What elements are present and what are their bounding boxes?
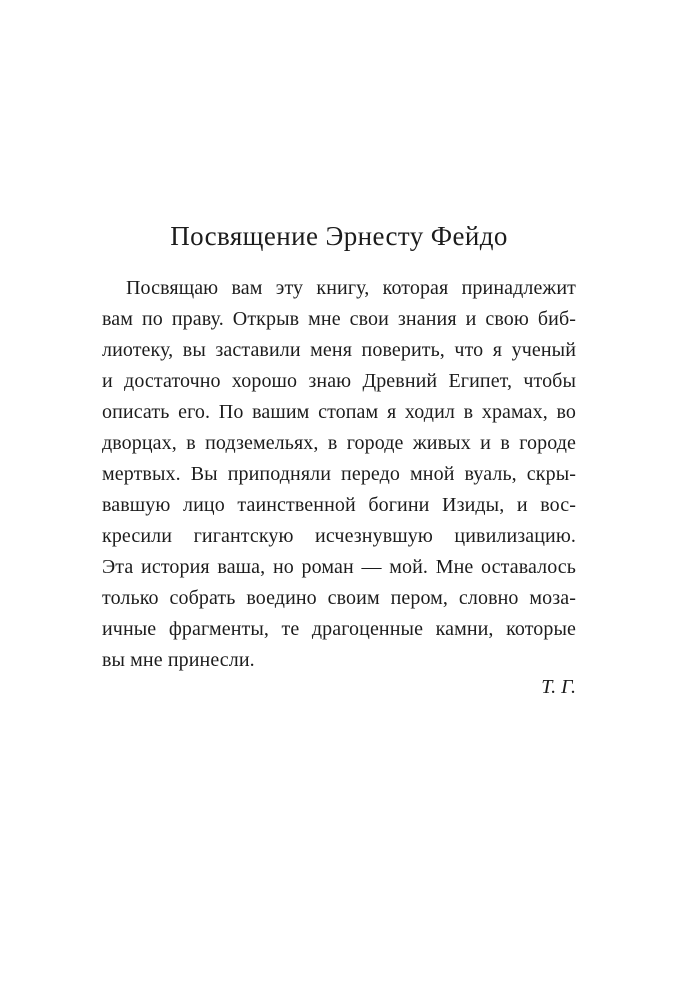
dedication-line: кресили гигантскую исчезнувшую цивилизацию.	[102, 525, 576, 547]
dedication-paragraph	[102, 273, 576, 676]
dedication-line: лиотеку, вы заставили меня поверить, что я ученый	[102, 339, 576, 361]
dedication-line: дворцах, в подземельях, в городе живых и в городе	[102, 432, 576, 454]
dedication-line: Посвящаю вам эту книгу, которая принадлежит	[126, 277, 576, 299]
dedication-line: мертвых. Вы приподняли передо мной вуаль, скры-	[102, 463, 576, 485]
dedication-line: вам по праву. Открыв мне свои знания и свою биб-	[102, 308, 576, 330]
dedication-line: Эта история ваша, но роман — мой. Мне оставалось	[102, 556, 576, 578]
dedication-line: и достаточно хорошо знаю Древний Египет, чтобы	[102, 370, 576, 392]
dedication-title: Посвящение Эрнесту Фейдо	[170, 221, 508, 251]
dedication-line: вы мне принесли.	[102, 649, 255, 671]
dedication-line: вавшую лицо таинственной богини Изиды, и вос-	[102, 494, 576, 516]
dedication-line: ичные фрагменты, те драгоценные камни, которые	[102, 618, 576, 640]
dedication-line: описать его. По вашим стопам я ходил в храмах, во	[102, 401, 576, 423]
dedication-line: только собрать воедино своим пером, словно моза-	[102, 587, 576, 609]
dedication-signature: Т. Г.	[541, 676, 576, 698]
